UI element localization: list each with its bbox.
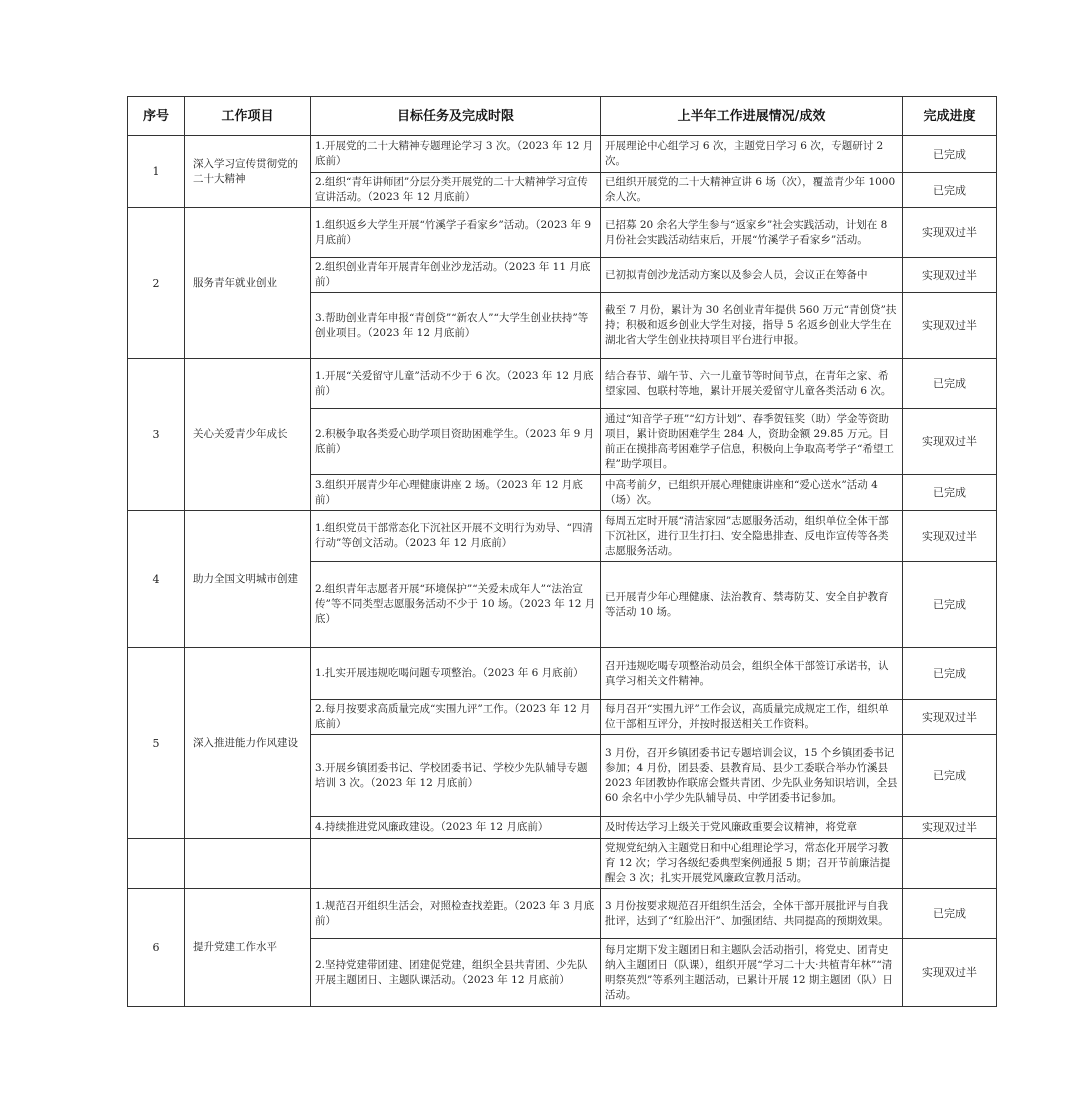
group-no	[128, 839, 185, 889]
row-status: 已完成	[903, 475, 997, 511]
group-no: 2	[128, 208, 185, 359]
group-no: 3	[128, 359, 185, 511]
row-status: 实现双过半	[903, 817, 997, 839]
row-status: 实现双过半	[903, 511, 997, 562]
row-target: 2.组织青年志愿者开展“环境保护”“关爱未成年人”“法治宣传”等不同类型志愿服务活动不少于 10 场。（2023 年 12 月底）	[311, 562, 601, 648]
table-header-row	[128, 97, 997, 136]
row-target: 3.组织开展青少年心理健康讲座 2 场。（2023 年 12 月底前）	[311, 475, 601, 511]
row-status	[903, 839, 997, 889]
row-status: 实现双过半	[903, 409, 997, 475]
group-project: 关心关爱青少年成长	[185, 359, 311, 511]
work-progress-table	[127, 96, 997, 1007]
header-status: 完成进度	[903, 97, 997, 136]
row-target: 2.组织“青年讲师团”分层分类开展党的二十大精神学习宣传宣讲活动。（2023 年 12 月底前）	[311, 173, 601, 208]
row-progress: 召开违规吃喝专项整治动员会，组织全体干部签订承诺书，认真学习相关文件精神。	[601, 648, 903, 700]
row-status: 已完成	[903, 359, 997, 409]
group-no: 6	[128, 889, 185, 1007]
row-progress: 已组织开展党的二十大精神宣讲 6 场（次），覆盖青少年 1000 余人次。	[601, 173, 903, 208]
row-target: 2.坚持党建带团建、团建促党建，组织全县共青团、少先队开展主题团日、主题队课活动。（2023 年 12 月底前）	[311, 939, 601, 1007]
table-row	[128, 648, 997, 700]
row-progress: 每周五定时开展“清洁家园”志愿服务活动，组织单位全体干部下沉社区，进行卫生打扫、安全隐患排查、反电诈宣传等各类志愿服务活动。	[601, 511, 903, 562]
group-project: 服务青年就业创业	[185, 208, 311, 359]
row-status: 已完成	[903, 136, 997, 173]
group-no: 5	[128, 648, 185, 839]
row-target: 1.扎实开展违规吃喝问题专项整治。（2023 年 6 月底前）	[311, 648, 601, 700]
row-status: 已完成	[903, 173, 997, 208]
group-no: 4	[128, 511, 185, 648]
header-progress: 上半年工作进展情况/成效	[601, 97, 903, 136]
table-row	[128, 359, 997, 409]
row-status: 实现双过半	[903, 939, 997, 1007]
header-no: 序号	[128, 97, 185, 136]
row-progress: 每月召开“实围九评”工作会议，高质量完成规定工作，组织单位干部相互评分，并按时报送相关工作资料。	[601, 700, 903, 735]
table-row	[128, 208, 997, 258]
row-progress: 已招募 20 余名大学生参与“返家乡”社会实践活动，计划在 8 月份社会实践活动结束后，开展“竹溪学子看家乡”活动。	[601, 208, 903, 258]
row-target: 2.组织创业青年开展青年创业沙龙活动。（2023 年 11 月底前）	[311, 258, 601, 293]
row-progress: 及时传达学习上级关于党风廉政重要会议精神，将党章	[601, 817, 903, 839]
row-progress: 开展理论中心组学习 6 次，主题党日学习 6 次，专题研讨 2 次。	[601, 136, 903, 173]
row-status: 实现双过半	[903, 208, 997, 258]
row-progress: 通过“知音学子班”“幻方计划”、春季贺钰奖（助）学金等资助项目，累计资助困难学生 284 人，资助金额 29.85 万元。目前正在摸排高考困难学子信息，积极向上争取高考学子“希望工程”助学项目。	[601, 409, 903, 475]
table-row	[128, 136, 997, 173]
group-project: 助力全国文明城市创建	[185, 511, 311, 648]
row-status: 已完成	[903, 648, 997, 700]
row-status: 实现双过半	[903, 258, 997, 293]
row-target: 1.组织党员干部常态化下沉社区开展不文明行为劝导、“四清行动”等创文活动。（2023 年 12 月底前）	[311, 511, 601, 562]
row-status: 实现双过半	[903, 700, 997, 735]
row-progress: 每月定期下发主题团日和主题队会活动指引，将党史、团青史纳入主题团日（队课），组织开展“学习二十大·共植青年林”“清明祭英烈”等系列主题活动，已累计开展 12 期主题团（队）日活动。	[601, 939, 903, 1007]
table-row	[128, 839, 997, 889]
row-progress: 中高考前夕，已组织开展心理健康讲座和“爱心送水”活动 4（场）次。	[601, 475, 903, 511]
row-target: 1.组织返乡大学生开展“竹溪学子看家乡”活动。（2023 年 9 月底前）	[311, 208, 601, 258]
row-target	[311, 839, 601, 889]
row-progress: 3 月份按要求规范召开组织生活会，全体干部开展批评与自我批评，达到了“红脸出汗”、加强团结、共同提高的预期效果。	[601, 889, 903, 939]
row-status: 已完成	[903, 889, 997, 939]
row-progress: 已初拟青创沙龙活动方案以及参会人员，会议正在筹备中	[601, 258, 903, 293]
row-progress: 结合春节、端午节、六一儿童节等时间节点，在青年之家、希望家园、包联村等地，累计开展关爱留守儿童各类活动 6 次。	[601, 359, 903, 409]
group-project: 提升党建工作水平	[185, 889, 311, 1007]
row-target: 3.开展乡镇团委书记、学校团委书记、学校少先队辅导专题培训 3 次。（2023 年 12 月底前）	[311, 735, 601, 817]
row-status: 实现双过半	[903, 293, 997, 359]
table-row	[128, 889, 997, 939]
group-project: 深入推进能力作风建设	[185, 648, 311, 839]
group-no: 1	[128, 136, 185, 208]
row-target: 3.帮助创业青年申报“青创贷”“新农人”“大学生创业扶持”等创业项目。（2023 年 12 月底前）	[311, 293, 601, 359]
row-target: 4.持续推进党风廉政建设。（2023 年 12 月底前）	[311, 817, 601, 839]
row-target: 2.积极争取各类爱心助学项目资助困难学生。（2023 年 9 月底前）	[311, 409, 601, 475]
table-row	[128, 511, 997, 562]
row-progress: 截至 7 月份，累计为 30 名创业青年提供 560 万元“青创贷”扶持；积极和返乡创业大学生对接，指导 5 名返乡创业大学生在湖北省大学生创业扶持项目平台进行申报。	[601, 293, 903, 359]
header-target: 目标任务及完成时限	[311, 97, 601, 136]
row-target: 1.开展党的二十大精神专题理论学习 3 次。（2023 年 12 月底前）	[311, 136, 601, 173]
group-project	[185, 839, 311, 889]
row-target: 1.开展“关爱留守儿童”活动不少于 6 次。（2023 年 12 月底前）	[311, 359, 601, 409]
row-target: 1.规范召开组织生活会，对照检查找差距。（2023 年 3 月底前）	[311, 889, 601, 939]
row-progress: 党规党纪纳入主题党日和中心组理论学习，常态化开展学习教育 12 次；学习各级纪委典型案例通报 5 期；召开节前廉洁提醒会 3 次；扎实开展党风廉政宣教月活动。	[601, 839, 903, 889]
row-status: 已完成	[903, 562, 997, 648]
row-target: 2.每月按要求高质量完成“实围九评”工作。（2023 年 12 月底前）	[311, 700, 601, 735]
row-status: 已完成	[903, 735, 997, 817]
group-project: 深入学习宣传贯彻党的二十大精神	[185, 136, 311, 208]
row-progress: 已开展青少年心理健康、法治教育、禁毒防艾、安全自护教育等活动 10 场。	[601, 562, 903, 648]
header-project: 工作项目	[185, 97, 311, 136]
row-progress: 3 月份，召开乡镇团委书记专题培训会议，15 个乡镇团委书记参加；4 月份，团县委、县教育局、县少工委联合举办竹溪县 2023 年团教协作联席会暨共青团、少先队业务知识培训，全县 60 余名中小学少先队辅导员、中学团委书记参加。	[601, 735, 903, 817]
work-progress-table-wrapper	[127, 96, 996, 1007]
